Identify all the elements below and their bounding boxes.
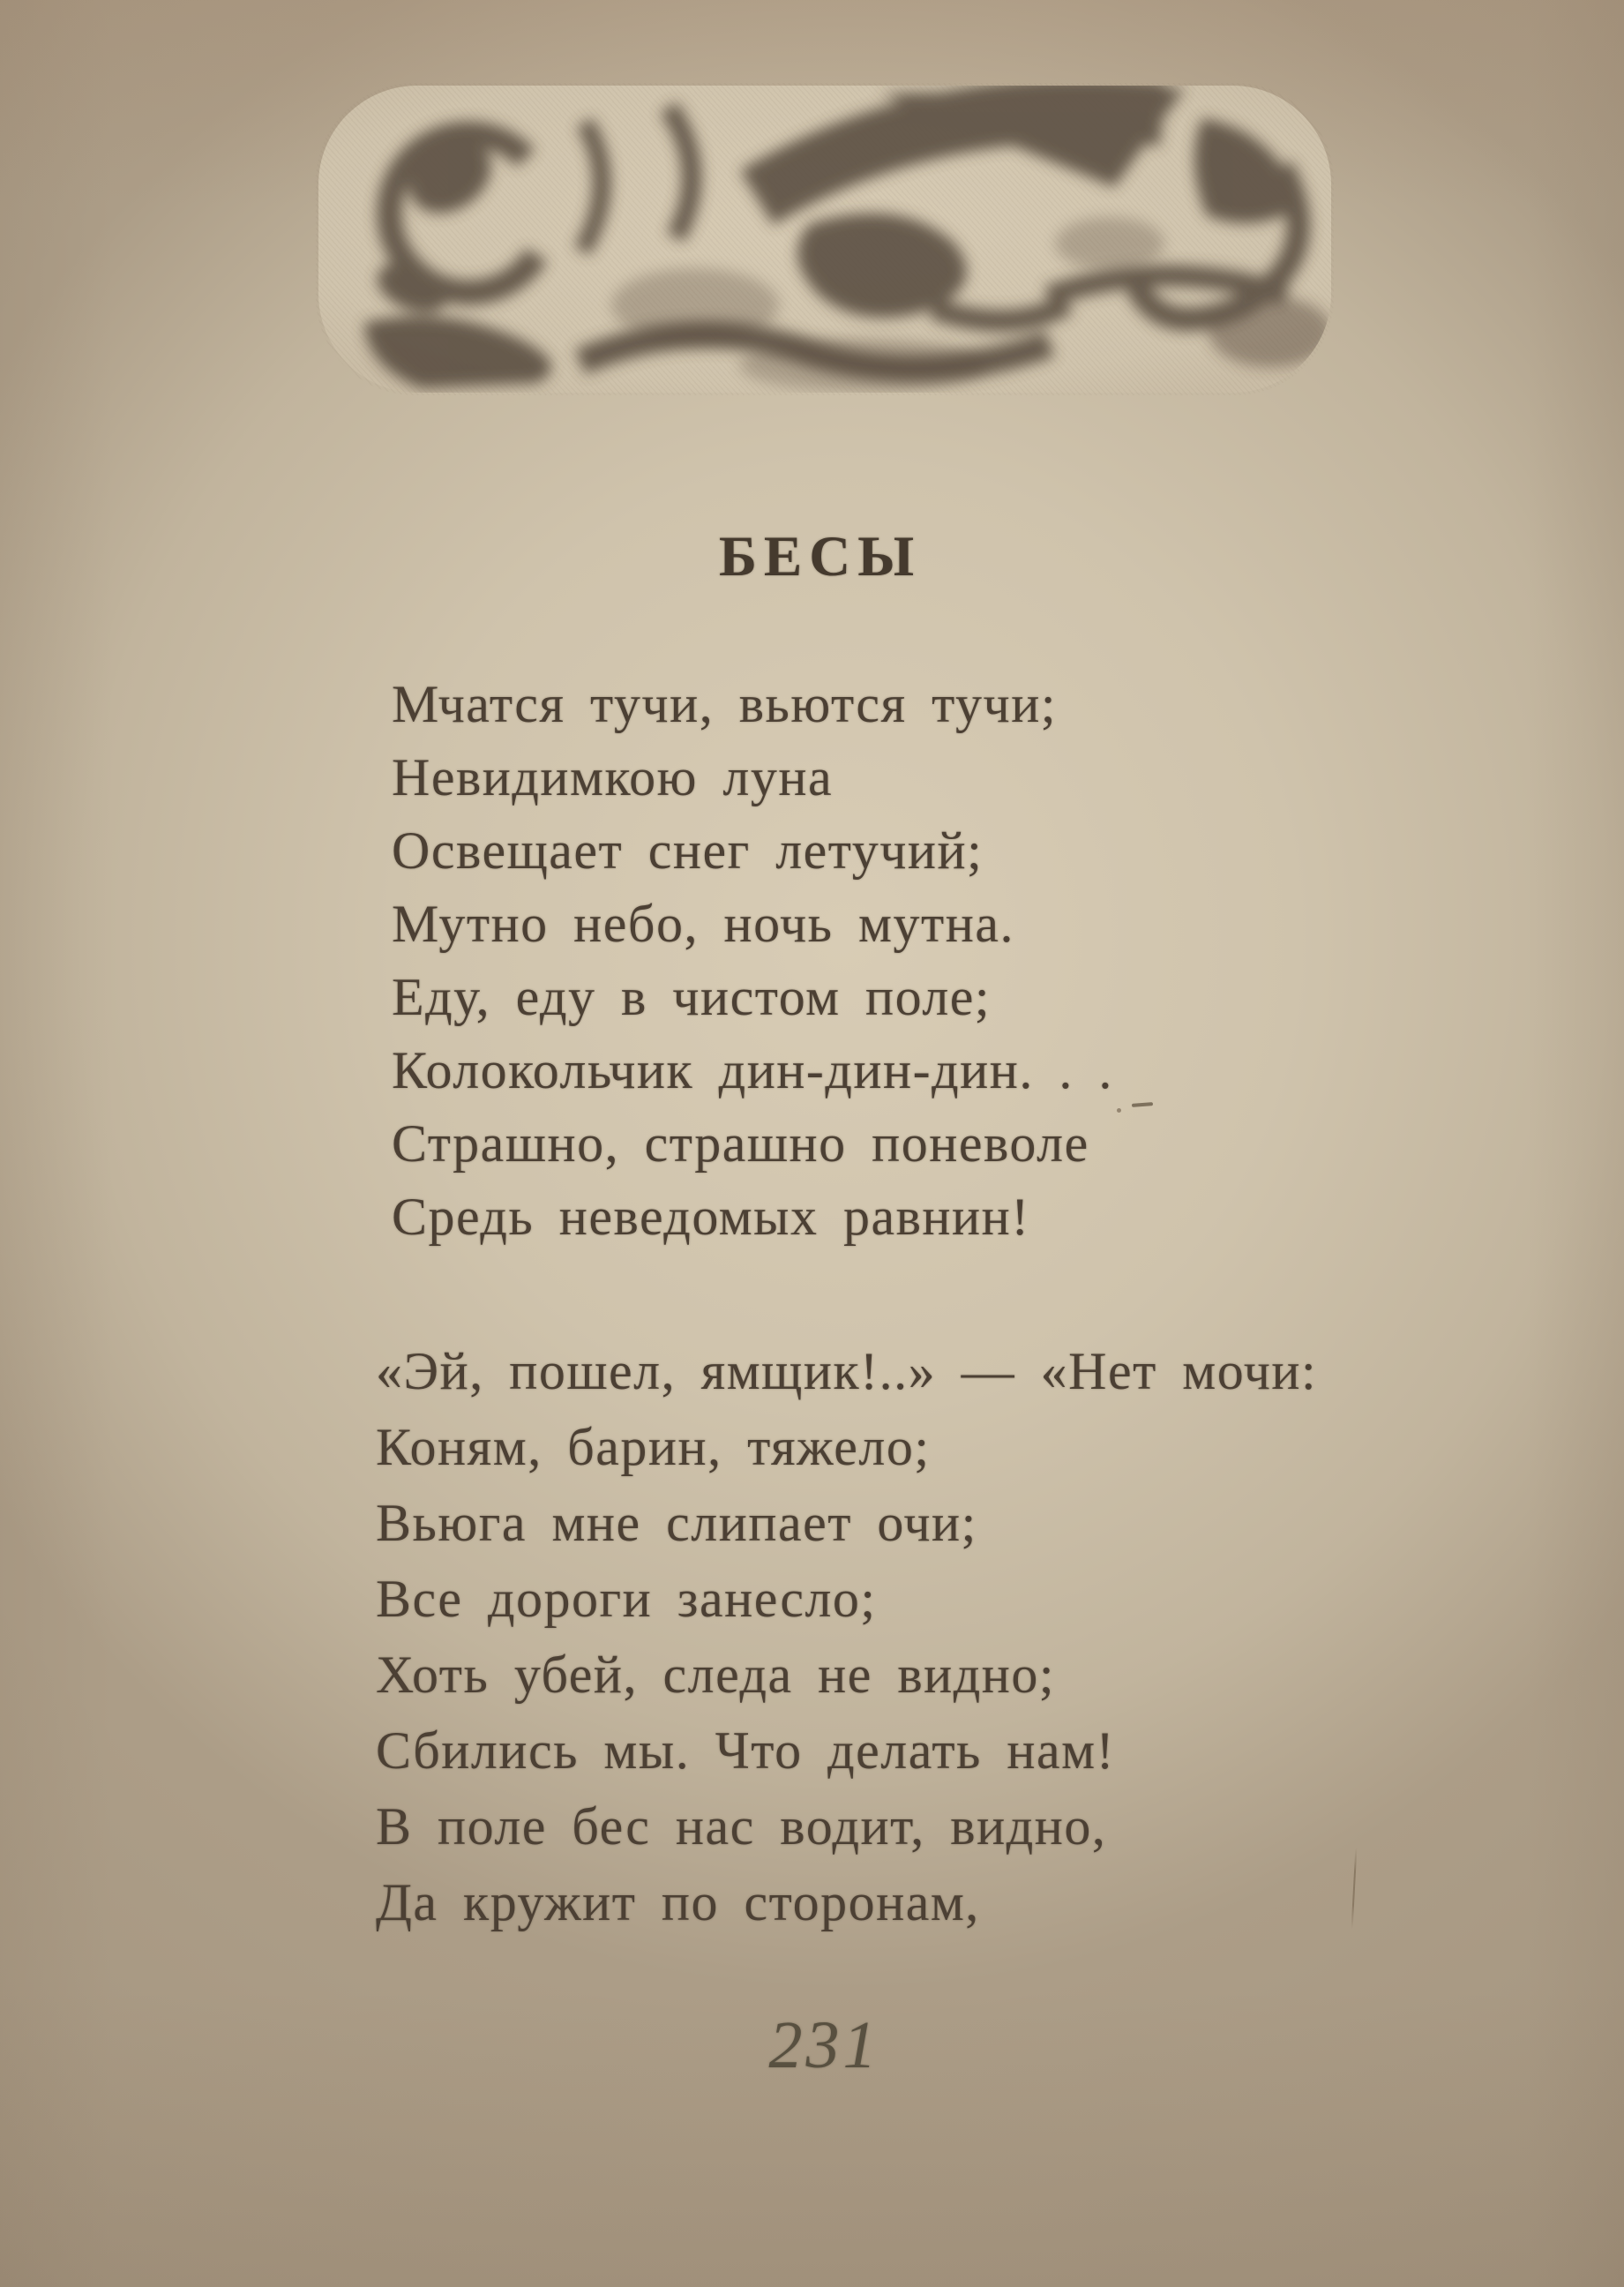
stanza-1 (392, 668, 1113, 1254)
poem-line: Мутно небо, ночь мутна. (392, 895, 1014, 953)
stray-ink-mark (1132, 1102, 1153, 1107)
poem-line: Сбились мы. Что делать нам! (376, 1721, 1116, 1780)
page-number: 231 (768, 2008, 880, 2082)
poem-line: Вьюга мне слипает очи; (376, 1494, 977, 1552)
poem-line: Колокольчик дин-дин-дин. . . (392, 1041, 1113, 1099)
poem-line: Мчатся тучи, вьются тучи; (392, 675, 1058, 733)
poem-line: «Эй, пошел, ямщик!..» — «Нет мочи: (376, 1342, 1318, 1400)
paper-fiber-mark (1351, 1848, 1358, 1929)
headpiece-vignette-icon (316, 83, 1334, 395)
poem-line: Все дороги занесло; (376, 1570, 877, 1628)
poem-line: Да кружит по сторонам, (376, 1873, 980, 1931)
poem-line: Страшно, страшно поневоле (392, 1114, 1089, 1173)
poem-line: Хоть убей, следа не видно; (376, 1646, 1056, 1704)
poem-title: БЕСЫ (718, 525, 922, 589)
poem-line: Еду, еду в чистом поле; (392, 968, 992, 1026)
poem-line: Коням, барин, тяжело; (376, 1418, 931, 1476)
stanza-2 (376, 1333, 1318, 1940)
poem-line: Освещает снег летучий; (392, 821, 984, 880)
poem-line: Невидимкою луна (392, 748, 834, 806)
poem-line: Средь неведомых равнин! (392, 1188, 1030, 1246)
poem-line: В поле бес нас водит, видно, (376, 1797, 1107, 1856)
stray-ink-dot (1117, 1108, 1121, 1113)
marbled-headpiece-image (316, 83, 1334, 395)
